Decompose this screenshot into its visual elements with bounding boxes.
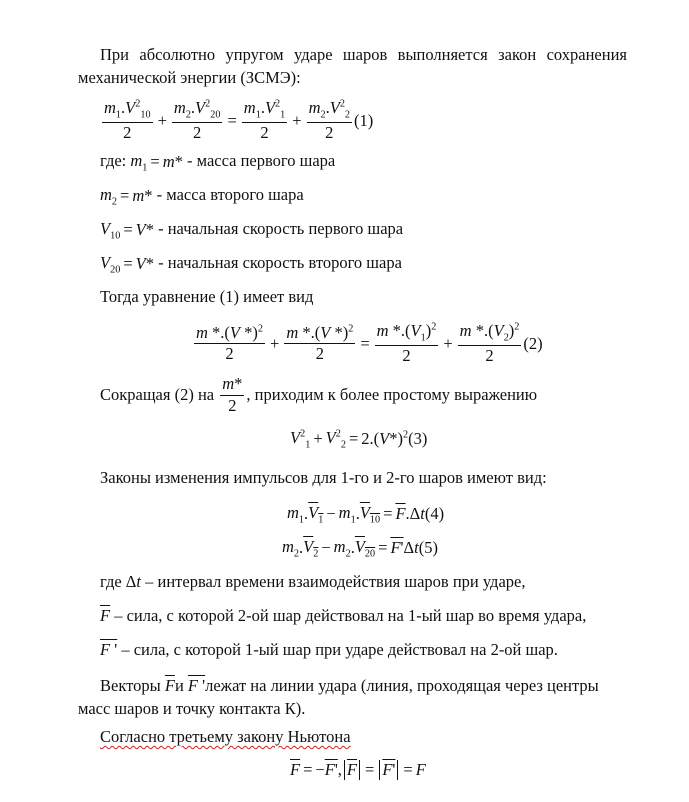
definition-text: - масса первого шара	[182, 151, 336, 170]
formula-dt	[126, 572, 141, 591]
formula-f	[100, 606, 110, 625]
math-text: .	[299, 538, 304, 558]
math-operator: =	[403, 760, 413, 779]
superscript: 2	[275, 98, 281, 110]
math-operator: =	[150, 152, 160, 172]
fraction	[194, 323, 265, 365]
subscript: 1	[305, 439, 311, 451]
paragraph-momentum: Законы изменения импульсов для 1-го и 2-го шаров имеют вид:	[100, 468, 547, 487]
formula	[100, 606, 110, 626]
definition-f-prime	[100, 640, 558, 660]
vector-overline	[355, 537, 375, 559]
math-text: *.(	[298, 322, 321, 342]
superscript: 2	[514, 321, 520, 333]
math-variable: $\overline{F}$	[100, 606, 111, 625]
math-variable: V	[379, 429, 390, 449]
superscript: 2	[205, 98, 211, 110]
math-operator: =	[378, 538, 388, 558]
math-text: 2	[225, 344, 234, 364]
math-variable: $V^2_1$	[290, 428, 311, 451]
math-variable: $m_2$	[308, 98, 326, 121]
formula	[188, 676, 205, 696]
math-variable: F	[324, 760, 335, 779]
math-variable: $m_1$	[130, 151, 148, 174]
math-variable: $V_1$	[410, 321, 426, 344]
subscript: 1	[115, 109, 122, 121]
paragraph-then: Тогда уравнение (1) имеет вид	[100, 287, 314, 306]
definition-text: - масса второго шара	[152, 185, 304, 204]
superscript: 2	[431, 321, 437, 333]
vectors-and: и	[174, 676, 184, 695]
superscript: 2	[348, 323, 354, 335]
math-variable: V	[135, 254, 146, 274]
math-operator: =	[365, 760, 375, 779]
math-text: 2.(	[361, 429, 380, 449]
math-text: '	[198, 676, 206, 695]
formula-v20	[100, 253, 154, 276]
formula	[165, 676, 175, 696]
numerator	[242, 98, 287, 123]
subscript: 1	[255, 109, 261, 121]
formula-m-over-2	[218, 374, 246, 416]
math-variable: $m_2$	[333, 537, 351, 560]
math-operator: =	[303, 760, 313, 779]
superscript: 2	[335, 428, 341, 440]
math-operator: =	[123, 220, 133, 240]
vector-overline	[303, 537, 318, 559]
math-text: *	[174, 152, 183, 172]
subscript: 2	[313, 548, 319, 560]
where-label: где	[100, 572, 122, 591]
math-operator: =	[360, 333, 370, 353]
math-text: 2	[325, 123, 334, 143]
formula-m1	[130, 151, 183, 174]
subscript: 2	[344, 109, 351, 121]
denominator	[123, 123, 131, 144]
math-text: Δ	[125, 572, 137, 591]
math-variable: m	[132, 186, 145, 206]
vectors-prefix	[100, 676, 599, 696]
math-text: '	[392, 760, 396, 779]
math-text: ,	[337, 760, 342, 779]
denominator	[325, 123, 333, 144]
subscript: 10	[110, 230, 121, 242]
math-operator: =	[120, 186, 130, 206]
math-text: 2	[123, 123, 132, 143]
math-variable: $m_1$	[243, 98, 261, 121]
vector-overline	[395, 504, 405, 524]
math-text: 2	[193, 123, 202, 143]
formula	[100, 640, 117, 660]
vector-overline	[382, 760, 395, 779]
vectors-suffix: лежат на линии удара (линия, проходящая через центры	[205, 676, 599, 695]
subscript: 1	[420, 332, 426, 344]
formula	[218, 374, 246, 416]
denominator	[260, 123, 268, 144]
numerator	[172, 98, 223, 123]
math-operator: −	[321, 538, 331, 558]
math-text: *.(	[207, 322, 230, 342]
math-text: )$^2$	[508, 321, 520, 340]
math-text: .	[355, 504, 360, 524]
math-text: (5)	[418, 538, 438, 558]
math-variable: t	[420, 504, 425, 524]
math-variable: F	[415, 760, 426, 779]
math-text: (3)	[408, 429, 428, 449]
math-variable: $V_{20}$	[100, 253, 121, 276]
formula	[100, 219, 154, 241]
definition-text: – интервал времени взаимодействия шаров при ударе,	[141, 572, 526, 591]
subscript: 1	[298, 514, 305, 526]
math-variable: $V^2_2$	[329, 98, 351, 121]
absolute-value	[344, 760, 360, 780]
denominator	[225, 344, 233, 365]
math-variable: F	[187, 676, 198, 695]
math-operator: =	[123, 254, 133, 274]
formula	[130, 151, 183, 173]
equation-newton	[290, 760, 426, 780]
numerator	[220, 374, 244, 396]
vector-overline	[100, 606, 110, 626]
math-text: 2	[260, 123, 269, 143]
formula	[126, 572, 141, 592]
subscript: 2	[111, 196, 118, 208]
vector-overline	[390, 538, 403, 558]
math-variable: m	[286, 322, 299, 342]
math-text: .	[190, 98, 196, 117]
definition-text: - начальная скорость второго шара	[153, 253, 402, 272]
equation-1	[100, 98, 373, 144]
math-variable: V	[135, 220, 146, 240]
math-text: 2	[315, 344, 324, 364]
formula-f-prime	[100, 640, 117, 659]
math-text: *	[145, 220, 154, 240]
formula	[100, 253, 154, 275]
math-text: 2	[485, 346, 494, 366]
math-text: '	[400, 538, 404, 558]
math-variable: $m_2$	[282, 537, 300, 560]
denominator	[316, 344, 324, 365]
subscript: 2	[293, 548, 300, 560]
math-variable: $m_1$	[287, 503, 305, 526]
math-variable: F	[382, 760, 393, 779]
subscript: 1	[280, 109, 286, 121]
denominator	[228, 396, 236, 417]
math-variable: $V_{10}$	[100, 219, 121, 242]
formula	[100, 185, 153, 207]
subscript: 1	[318, 514, 324, 526]
math-variable: $V_2$	[303, 537, 319, 560]
math-text: (2)	[523, 333, 543, 353]
math-operator: +	[292, 110, 302, 130]
formula	[290, 760, 426, 780]
paragraph-vectors-line1	[100, 676, 627, 696]
math-variable: $\overline{F}$	[290, 760, 301, 779]
numerator	[375, 321, 439, 346]
numerator	[307, 98, 352, 123]
math-text: *	[144, 186, 153, 206]
equation-4	[287, 503, 444, 525]
fraction	[242, 98, 287, 144]
math-variable: $\overline{F}$	[164, 676, 175, 695]
where-label: где:	[100, 151, 127, 170]
formula-f	[165, 676, 175, 695]
math-text: *	[145, 254, 154, 274]
math-variable: $V^2_{20}$	[195, 98, 221, 121]
math-variable: $V_{10}$	[359, 503, 381, 526]
subscript: 20	[110, 264, 121, 276]
math-variable: $V^2_1$	[264, 98, 286, 121]
subscript: 2	[320, 109, 326, 121]
math-variable: t	[136, 572, 142, 591]
subscript: 20	[364, 548, 376, 560]
math-variable: $m_1$	[338, 503, 356, 526]
equation-3	[290, 428, 427, 450]
math-operator: +	[313, 429, 323, 449]
subscript: 1	[350, 514, 356, 526]
math-variable: m	[459, 321, 472, 340]
paragraph-newton: Согласно третьему закону Ньютона	[100, 727, 351, 746]
paragraph-zsme-line2: механической энергии (ЗСМЭ):	[78, 68, 301, 87]
vector-overline	[290, 760, 300, 780]
fraction	[458, 321, 522, 367]
math-text: −	[315, 760, 325, 779]
vector-overline	[325, 760, 338, 780]
equation-5	[282, 537, 438, 559]
definition-text: – сила, с которой 2-ой шар действовал на 1-ый шар во время удара,	[110, 606, 587, 625]
vector-overline	[360, 503, 380, 525]
fraction	[172, 98, 223, 144]
definition-text: – сила, с которой 1-ый шар при ударе действовал на 2-ой шар.	[117, 640, 558, 659]
math-variable: F	[390, 538, 401, 558]
math-text: *.(	[471, 321, 494, 340]
vector-overline	[347, 760, 357, 779]
math-text: .Δ	[405, 504, 421, 524]
vector-overline	[100, 640, 117, 660]
subscript: 2	[503, 332, 509, 344]
definition-m2	[100, 185, 304, 207]
denominator	[402, 346, 410, 367]
vector-overline	[188, 676, 205, 696]
numerator	[102, 98, 153, 123]
definition-v10	[100, 219, 403, 241]
math-variable: $V^2_2$	[325, 428, 346, 451]
math-text: *.(	[388, 321, 411, 340]
math-text: *)$^2$	[389, 429, 409, 449]
definition-v20	[100, 253, 402, 275]
fraction	[307, 98, 352, 144]
math-variable: $m_1$	[104, 98, 122, 121]
math-operator: −	[326, 504, 336, 524]
vector-overline	[165, 676, 175, 696]
math-variable: F	[100, 640, 111, 659]
formula-m2	[100, 185, 153, 208]
math-variable: $\overline{F}$	[346, 760, 358, 779]
math-variable: $V_{20}$	[354, 537, 376, 560]
math-text: '	[334, 760, 338, 779]
subscript: 20	[210, 109, 221, 121]
math-text: 2	[402, 346, 411, 366]
math-operator: +	[157, 110, 167, 130]
absolute-value	[379, 760, 398, 780]
paragraph-reduce	[100, 374, 537, 416]
definition-text: - начальная скорость первого шара	[153, 219, 404, 238]
subscript: 2	[340, 439, 346, 451]
math-text: '	[110, 640, 118, 659]
math-variable: $m_2$	[100, 185, 118, 208]
math-text: (4)	[424, 504, 445, 524]
math-variable: t	[414, 538, 419, 558]
math-variable: V	[320, 322, 331, 342]
math-text: .	[304, 504, 309, 524]
paragraph-vectors-line2: масс шаров и точку контакта К).	[78, 699, 306, 718]
fraction	[284, 323, 355, 365]
formula	[287, 503, 444, 525]
numerator	[284, 323, 355, 345]
math-text: .	[325, 98, 330, 117]
math-text: (1)	[354, 110, 374, 130]
superscript: 2	[300, 428, 306, 440]
formula	[100, 98, 373, 144]
equation-2	[192, 321, 543, 367]
math-variable: V	[229, 322, 241, 342]
math-text: .	[350, 538, 355, 558]
math-text: Δ	[403, 538, 415, 558]
superscript: 2	[257, 323, 263, 335]
numerator	[458, 321, 522, 346]
math-variable: m	[222, 374, 235, 393]
math-text: )$^2$	[425, 321, 437, 340]
numerator	[194, 323, 265, 345]
math-operator: =	[348, 429, 359, 449]
definition-dt	[100, 572, 525, 592]
math-operator: +	[443, 333, 453, 353]
definition-f	[100, 606, 586, 626]
superscript: 2	[135, 98, 141, 110]
fraction	[220, 374, 244, 416]
formula-v10	[100, 219, 154, 242]
paragraph-zsme-line1: При абсолютно упругом ударе шаров выполняется закон сохранения	[100, 45, 627, 64]
math-variable: $V_2$	[493, 321, 509, 344]
subscript: 2	[185, 109, 191, 121]
reduce-prefix: Сокращая (2) на	[100, 385, 215, 405]
fraction	[375, 321, 439, 367]
math-text: *)$^2$	[330, 322, 354, 342]
formula	[192, 321, 543, 367]
subscript: 10	[369, 514, 381, 526]
formula	[282, 537, 438, 559]
math-variable: $\overline{F}$	[395, 504, 406, 524]
math-operator: =	[227, 110, 237, 130]
vector-overline	[308, 503, 323, 525]
definition-m1	[100, 151, 335, 173]
formula	[290, 428, 427, 450]
math-operator: +	[270, 333, 280, 353]
math-text: *	[234, 374, 243, 393]
subscript: 1	[142, 162, 148, 174]
math-variable: $V^2_{10}$	[125, 98, 151, 121]
math-operator: =	[383, 504, 393, 524]
formula-f-prime	[188, 676, 205, 695]
subscript: 2	[345, 548, 351, 560]
math-text: .	[260, 98, 265, 117]
superscript: 2	[339, 98, 345, 110]
vectors-label: Векторы	[100, 676, 161, 695]
denominator	[485, 346, 493, 367]
math-variable: m	[162, 152, 175, 172]
denominator	[193, 123, 201, 144]
math-variable: $m_2$	[173, 98, 191, 121]
math-text: *)$^2$	[240, 322, 263, 342]
math-variable: m	[196, 322, 208, 342]
subscript: 10	[140, 109, 151, 121]
reduce-suffix: , приходим к более простому выражению	[246, 385, 538, 405]
superscript: 2	[402, 429, 409, 441]
fraction	[102, 98, 153, 144]
math-variable: $V_1$	[308, 503, 324, 526]
math-variable: m	[376, 321, 389, 340]
math-text: .	[121, 98, 126, 117]
math-text: 2	[228, 395, 237, 415]
